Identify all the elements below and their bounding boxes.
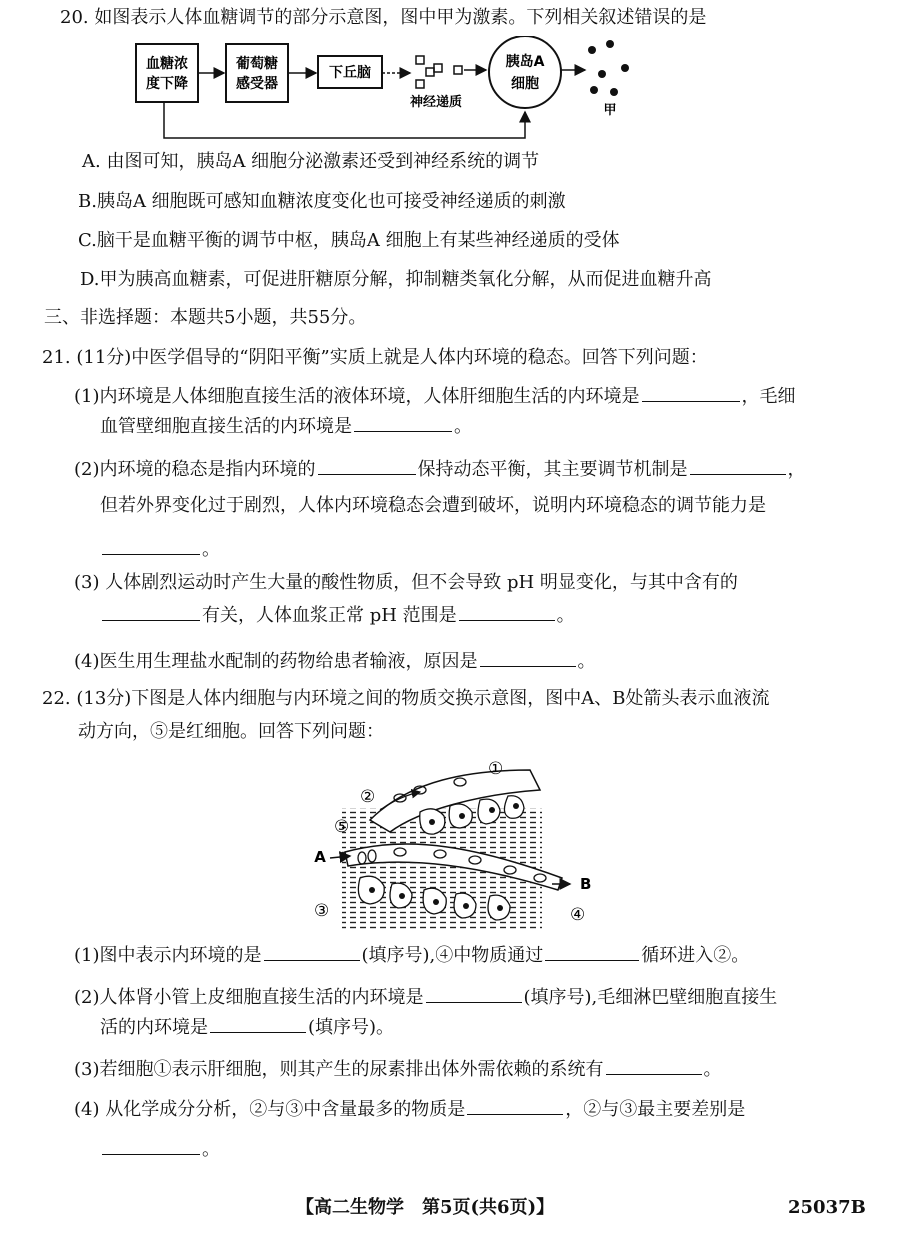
answer-blank[interactable] bbox=[264, 942, 360, 961]
answer-blank[interactable] bbox=[467, 1096, 563, 1115]
answer-blank[interactable] bbox=[606, 1056, 702, 1075]
q22-stem-line2: 动方向，⑤是红细胞。回答下列问题： bbox=[78, 721, 384, 742]
answer-blank[interactable] bbox=[102, 602, 200, 621]
q22-part2-line1: (2)人体肾小管上皮细胞直接生活的内环境是 (填序号),毛细淋巴壁细胞直接生 bbox=[74, 984, 777, 1010]
hormone-dots bbox=[588, 40, 629, 96]
svg-text:细胞: 细胞 bbox=[511, 76, 539, 92]
section-title: 三、非选择题：本题共5小题，共55分。 bbox=[44, 307, 367, 328]
answer-blank[interactable] bbox=[459, 602, 555, 621]
q21-part2-line1: (2)内环境的稳态是指内环境的 保持动态平衡，其主要调节机制是 ， bbox=[74, 456, 806, 482]
q21-part1-line2: 血管壁细胞直接生活的内环境是 。 bbox=[100, 413, 472, 439]
answer-blank[interactable] bbox=[426, 984, 522, 1003]
q20-option-d: D.甲为胰高血糖素，可促进肝糖原分解，抑制糖类氧化分解，从而促进血糖升高 bbox=[80, 269, 712, 290]
q21-part2-line3: 。 bbox=[100, 536, 220, 562]
svg-text:胰岛A: 胰岛A bbox=[505, 54, 545, 70]
q22-part1: (1)图中表示内环境的是 (填序号),④中物质通过 循环进入②。 bbox=[74, 942, 749, 968]
answer-blank[interactable] bbox=[102, 536, 200, 555]
label-2: ② bbox=[360, 787, 376, 807]
answer-blank[interactable] bbox=[642, 383, 740, 402]
svg-text:下丘脑: 下丘脑 bbox=[329, 65, 371, 81]
q20-option-a: A. 由图可知，胰岛A 细胞分泌激素还受到神经系统的调节 bbox=[82, 151, 540, 172]
q22-stem-line1: 22. (13分)下图是人体内细胞与内环境之间的物质交换示意图，图中A、B处箭头表示血液流 bbox=[42, 688, 770, 709]
svg-text:血糖浓: 血糖浓 bbox=[146, 56, 188, 72]
q20-diagram bbox=[120, 36, 660, 146]
answer-blank[interactable] bbox=[545, 942, 639, 961]
q22-part4-line2: 。 bbox=[100, 1136, 220, 1162]
svg-text:度下降: 度下降 bbox=[146, 76, 188, 92]
page-footer: 【高二生物学 第5页(共6页)】 bbox=[296, 1197, 555, 1218]
answer-blank[interactable] bbox=[318, 456, 416, 475]
answer-blank[interactable] bbox=[480, 648, 576, 667]
q21-part1-line1: (1)内环境是人体细胞直接生活的液体环境，人体肝细胞生活的内环境是 ，毛细 bbox=[74, 383, 796, 409]
q21-part3-line2: 有关，人体血浆正常 pH 范围是 。 bbox=[100, 602, 575, 628]
label-3: ③ bbox=[314, 901, 330, 921]
neuro-label: 神经递质 bbox=[409, 95, 463, 110]
q22-part2-line2: 活的内环境是 (填序号)。 bbox=[100, 1014, 394, 1040]
q21-stem: 21. (11分)中医学倡导的“阴阳平衡”实质上就是人体内环境的稳态。回答下列问题： bbox=[42, 347, 708, 368]
q22-part3: (3)若细胞①表示肝细胞，则其产生的尿素排出体外需依赖的系统有 。 bbox=[74, 1056, 722, 1082]
q21-part2-line2: 但若外界变化过于剧烈，人体内环境稳态会遭到破坏，说明内环境稳态的调节能力是 bbox=[100, 495, 766, 516]
q20-stem: 20. 如图表示人体血糖调节的部分示意图，图中甲为激素。下列相关叙述错误的是 bbox=[60, 7, 707, 28]
label-a: A bbox=[314, 848, 326, 866]
answer-blank[interactable] bbox=[690, 456, 786, 475]
q22-diagram bbox=[300, 760, 610, 940]
q20-option-c: C.脑干是血糖平衡的调节中枢，胰岛A 细胞上有某些神经递质的受体 bbox=[78, 230, 620, 251]
label-4: ④ bbox=[570, 905, 586, 925]
q21-part3-line1: (3) 人体剧烈运动时产生大量的酸性物质，但不会导致 pH 明显变化，与其中含有的 bbox=[74, 572, 738, 593]
q20-option-b: B.胰岛A 细胞既可感知血糖浓度变化也可接受神经递质的刺激 bbox=[78, 191, 566, 212]
exam-code: 25037B bbox=[788, 1197, 866, 1218]
label-5: ⑤ bbox=[334, 817, 350, 837]
svg-text:感受器: 感受器 bbox=[236, 76, 278, 92]
box-glucose-drop bbox=[136, 44, 198, 102]
neurotransmitter-squares bbox=[416, 56, 462, 88]
box-glucose-receptor bbox=[226, 44, 288, 102]
svg-text:葡萄糖: 葡萄糖 bbox=[236, 56, 278, 72]
answer-blank[interactable] bbox=[354, 413, 452, 432]
q21-part4: (4)医生用生理盐水配制的药物给患者输液，原因是 。 bbox=[74, 648, 596, 674]
label-b: B bbox=[580, 875, 592, 893]
islet-a-cell bbox=[489, 36, 561, 108]
answer-blank[interactable] bbox=[102, 1136, 200, 1155]
label-1: ① bbox=[488, 760, 504, 779]
q22-part4-line1: (4) 从化学成分分析，②与③中含量最多的物质是 ，②与③最主要差别是 bbox=[74, 1096, 745, 1122]
hormone-label: 甲 bbox=[603, 103, 617, 118]
answer-blank[interactable] bbox=[210, 1014, 306, 1033]
